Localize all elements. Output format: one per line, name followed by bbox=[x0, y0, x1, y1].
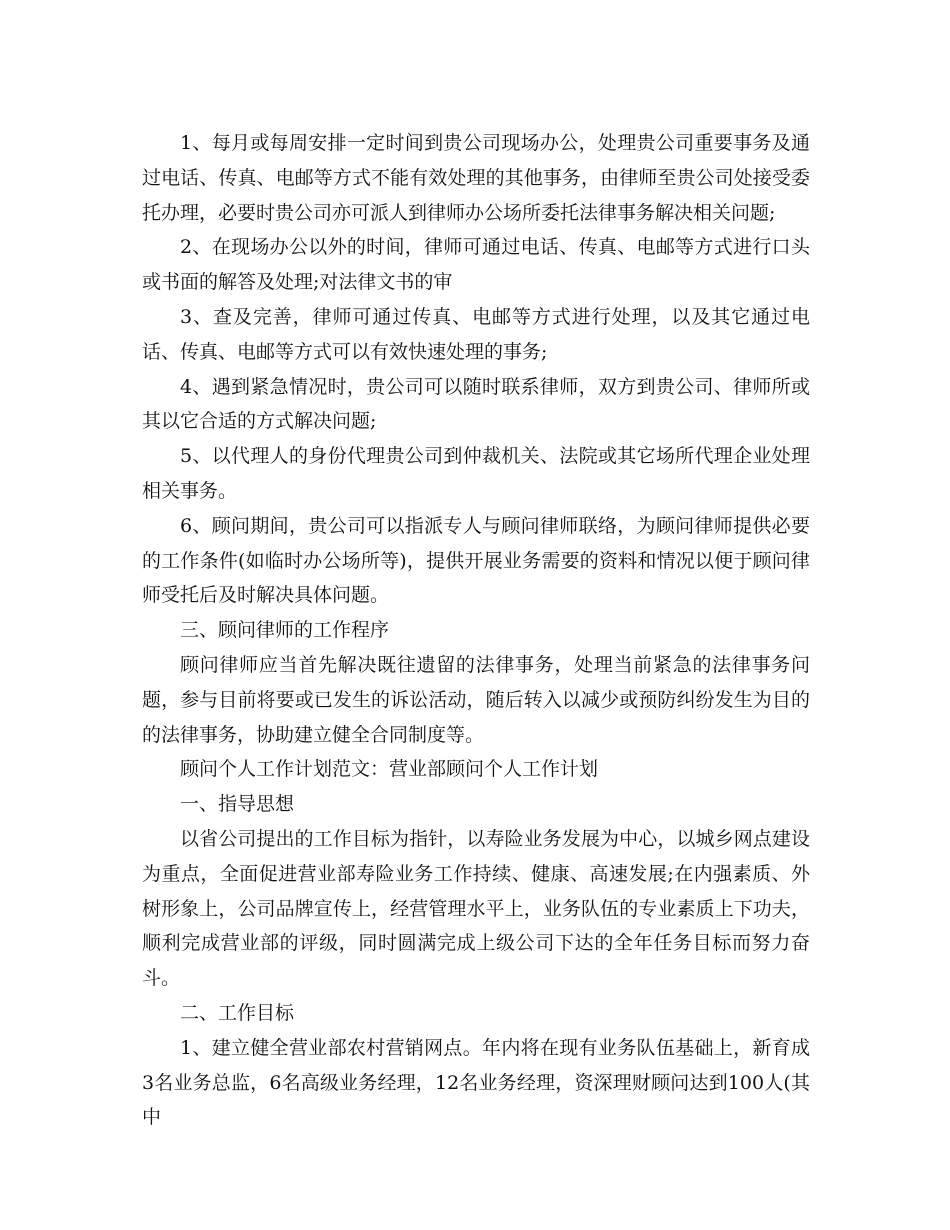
paragraph-item-1: 1、每月或每周安排一定时间到贵公司现场办公，处理贵公司重要事务及通过电话、传真、电邮等方式不能有效处理的其他事务，由律师至贵公司处接受委托办理，必要时贵公司亦可派人到律师办公场所委托法律事务解决相关问题; bbox=[142, 132, 810, 224]
paragraph-item-4: 4、遇到紧急情况时，贵公司可以随时联系律师，双方到贵公司、律师所或其以它合适的方式解决问题; bbox=[142, 375, 810, 433]
paragraph-procedure: 顾问律师应当首先解决既往遗留的法律事务，处理当前紧急的法律事务问题，参与目前将要或已发生的诉讼活动，随后转入以减少或预防纠纷发生为目的的法律事务，协助建立健全合同制度等。 bbox=[142, 653, 810, 746]
section-heading-goals: 二、工作目标 bbox=[180, 1001, 295, 1024]
paragraph-item-6: 6、顾问期间，贵公司可以指派专人与顾问律师联络，为顾问律师提供必要的工作条件(如临时办公场所等)，提供开展业务需要的资料和情况以便于顾问律师受托后及时解决具体问题。 bbox=[142, 514, 810, 607]
paragraph-item-5: 5、以代理人的身份代理贵公司到仲裁机关、法院或其它场所代理企业处理相关事务。 bbox=[142, 445, 810, 502]
section-heading-guiding-idea: 一、指导思想 bbox=[180, 793, 295, 816]
paragraph-item-3: 3、查及完善，律师可通过传真、电邮等方式进行处理，以及其它通过电话、传真、电邮等方式可以有效快速处理的事务; bbox=[142, 305, 810, 363]
example-title: 顾问个人工作计划范文：营业部顾问个人工作计划 bbox=[180, 758, 599, 781]
paragraph-guiding-idea: 以省公司提出的工作目标为指针，以寿险业务发展为中心，以城乡网点建设为重点，全面促进营业部寿险业务工作持续、健康、高速发展;在内强素质、外树形象上，公司品牌宣传上，经营管理水平上，业务队伍的专业素质上下功夫，顺利完成营业部的评级，同时圆满完成上级公司下达的全年任务目标而努力奋斗。 bbox=[142, 827, 810, 990]
paragraph-goal-1: 1、建立健全营业部农村营销网点。年内将在现有业务队伍基础上，新育成3名业务总监，6名高级业务经理，12名业务经理，资深理财顾问达到100人(其中 bbox=[142, 1036, 810, 1129]
document-body bbox=[142, 126, 810, 1135]
paragraph-item-2: 2、在现场办公以外的时间，律师可通过电话、传真、电邮等方式进行口头或书面的解答及处理;对法律文书的审 bbox=[142, 236, 810, 294]
section-heading-procedure: 三、顾问律师的工作程序 bbox=[180, 619, 390, 642]
